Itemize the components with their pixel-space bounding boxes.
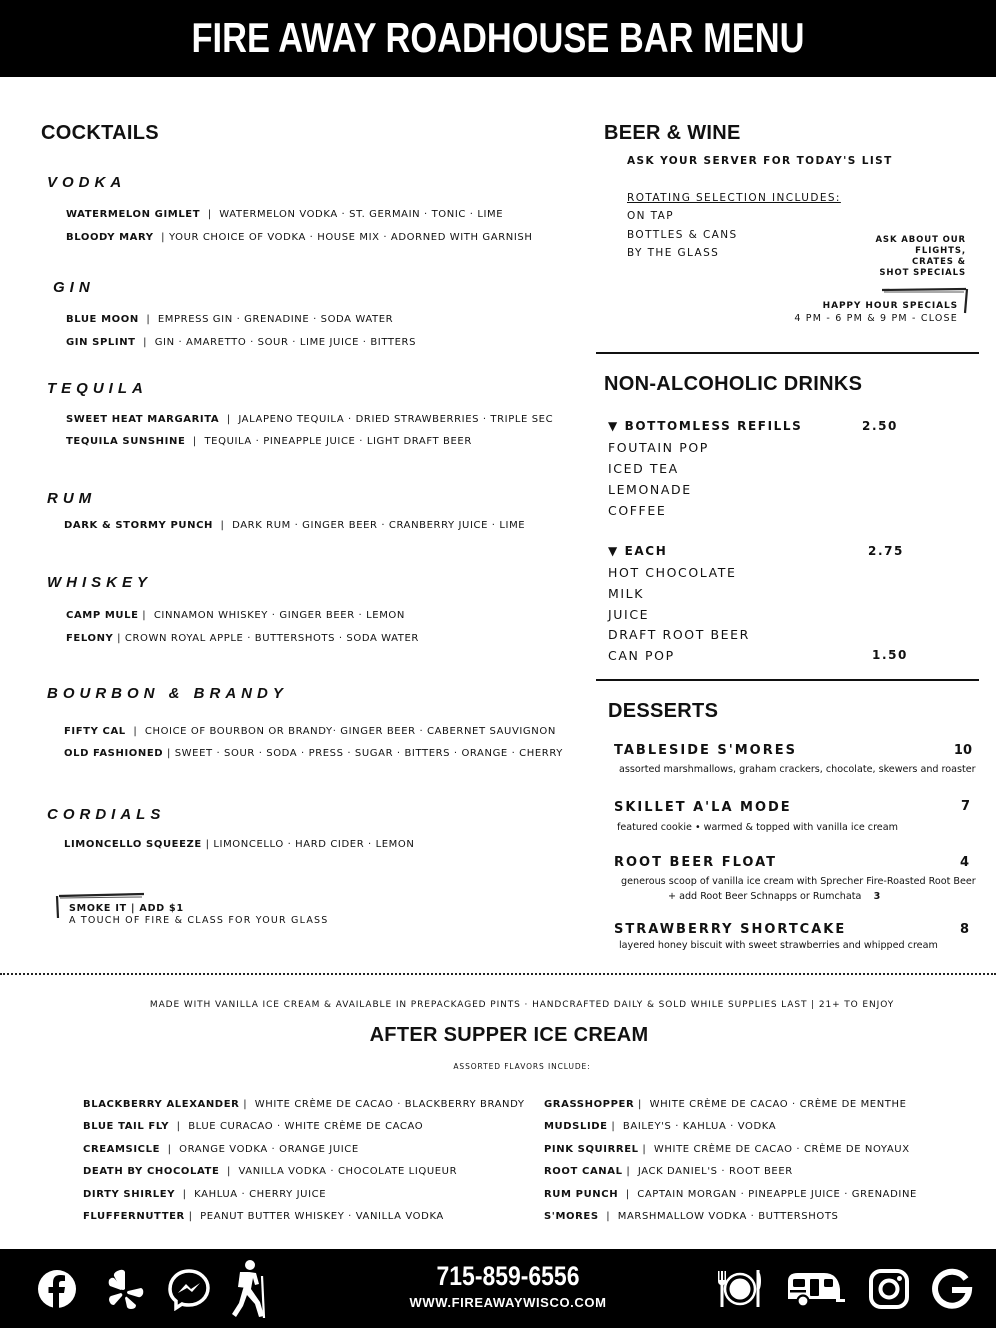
bottomless-price: 2.50 — [862, 419, 899, 433]
dessert-name: ROOT BEER FLOAT — [614, 855, 778, 870]
ice-cream-item: S'MORES | MARSHMALLOW VODKA · BUTTERSHOTS — [544, 1211, 839, 1222]
divider — [596, 679, 979, 681]
happy-hour-title: HAPPY HOUR SPECIALS — [822, 301, 958, 311]
tequila-heading: TEQUILA — [47, 380, 148, 397]
ask-server: ASK YOUR SERVER FOR TODAY'S LIST — [627, 155, 893, 167]
beer-option: ON TAP — [627, 210, 674, 222]
dessert-name: SKILLET A'LA MODE — [614, 800, 792, 815]
dessert-price: 4 — [959, 855, 969, 870]
dotted-divider — [0, 973, 996, 975]
drink-item: JUICE — [608, 607, 650, 622]
ice-cream-item: DIRTY SHIRLEY | KAHLUA · CHERRY JUICE — [83, 1189, 327, 1200]
dessert-name: TABLESIDE S'MORES — [614, 743, 797, 758]
non-alcoholic-title: NON-ALCOHOLIC DRINKS — [604, 373, 863, 395]
ice-cream-note: MADE WITH VANILLA ICE CREAM & AVAILABLE IN PREPACKAGED PINTS · HANDCRAFTED DAILY & SOLD WHILE SUPPLIES LAST | 21+ TO ENJOY — [149, 1000, 895, 1010]
cocktail-item: TEQUILA SUNSHINE | TEQUILA · PINEAPPLE JUICE · LIGHT DRAFT BEER — [66, 436, 472, 447]
ice-cream-item: MUDSLIDE | BAILEY'S · KAHLUA · VODKA — [544, 1121, 777, 1132]
drink-item: FOUTAIN POP — [608, 440, 709, 455]
dessert-price: 10 — [953, 743, 972, 758]
triangle-down-icon: ▼ — [608, 544, 619, 558]
cordials-heading: CORDIALS — [47, 806, 166, 823]
drink-item: ICED TEA — [608, 461, 679, 476]
drink-item: CAN POP — [608, 648, 675, 663]
triangle-down-icon: ▼ — [608, 419, 619, 433]
dessert-addon: + add Root Beer Schnapps or Rumchata 3 — [668, 891, 881, 902]
desserts-title: DESSERTS — [608, 700, 719, 722]
happy-bracket — [878, 284, 972, 316]
cocktail-item: CAMP MULE | CINNAMON WHISKEY · GINGER BEER · LEMON — [66, 610, 405, 621]
dining-icon[interactable] — [715, 1267, 765, 1311]
cocktail-item: SWEET HEAT MARGARITA | JALAPENO TEQUILA · DRIED STRAWBERRIES · TRIPLE SEC — [66, 414, 554, 425]
cocktails-title: COCKTAILS — [41, 122, 159, 144]
smoke-desc: A TOUCH OF FIRE & CLASS FOR YOUR GLASS — [69, 915, 329, 926]
flights-note: ASK ABOUT OUR FLIGHTS, CRATES & SHOT SPECIALS — [875, 235, 966, 278]
ice-cream-item: CREAMSICLE | ORANGE VODKA · ORANGE JUICE — [83, 1144, 359, 1155]
dessert-price: 7 — [960, 799, 970, 814]
cocktail-item: BLUE MOON | EMPRESS GIN · GRENADINE · SODA WATER — [66, 314, 394, 325]
cocktail-item: WATERMELON GIMLET | WATERMELON VODKA · ST. GERMAIN · TONIC · LIME — [66, 209, 504, 220]
drink-item: MILK — [608, 586, 645, 601]
cocktail-item: DARK & STORMY PUNCH | DARK RUM · GINGER BEER · CRANBERRY JUICE · LIME — [64, 520, 526, 531]
ice-cream-item: RUM PUNCH | CAPTAIN MORGAN · PINEAPPLE JUICE · GRENADINE — [544, 1189, 917, 1200]
ice-cream-item: ROOT CANAL | JACK DANIEL'S · ROOT BEER — [544, 1166, 793, 1177]
whiskey-heading: WHISKEY — [47, 574, 153, 591]
beer-wine-title: BEER & WINE — [604, 122, 741, 144]
beer-option: BY THE GLASS — [627, 247, 720, 259]
dessert-price: 8 — [959, 922, 969, 937]
ice-cream-item: BLUE TAIL FLY | BLUE CURACAO · WHITE CRÈME DE CACAO — [83, 1121, 424, 1132]
ice-cream-subtitle: ASSORTED FLAVORS INCLUDE: — [453, 1062, 591, 1071]
vodka-heading: VODKA — [47, 174, 127, 191]
footer-bar — [0, 1249, 996, 1328]
drink-item: HOT CHOCOLATE — [608, 565, 737, 580]
ice-cream-item: FLUFFERNUTTER | PEANUT BUTTER WHISKEY · VANILLA VODKA — [83, 1211, 444, 1222]
bourbon-heading: BOURBON & BRANDY — [47, 685, 288, 702]
happy-hour-times: 4 PM - 6 PM & 9 PM - CLOSE — [794, 313, 958, 324]
cocktail-item: FELONY | CROWN ROYAL APPLE · BUTTERSHOTS · SODA WATER — [66, 633, 419, 644]
rotating-label: ROTATING SELECTION INCLUDES: — [627, 192, 841, 204]
ice-cream-item: DEATH BY CHOCOLATE | VANILLA VODKA · CHOCOLATE LIQUEUR — [83, 1166, 458, 1177]
ice-cream-item: BLACKBERRY ALEXANDER | WHITE CRÈME DE CACAO · BLACKBERRY BRANDY — [83, 1099, 525, 1110]
each-price: 2.75 — [868, 544, 905, 558]
header-bar — [0, 0, 996, 77]
menu-title: FIRE AWAY ROADHOUSE BAR MENU — [191, 14, 805, 61]
each-label: ▼ EACH — [608, 544, 668, 558]
instagram-icon[interactable] — [867, 1267, 911, 1311]
cocktail-item: FIFTY CAL | CHOICE OF BOURBON OR BRANDY· GINGER BEER · CABERNET SAUVIGNON — [64, 726, 556, 737]
beer-option: BOTTLES & CANS — [627, 229, 738, 241]
gin-heading: GIN — [53, 279, 95, 296]
drink-item: LEMONADE — [608, 482, 692, 497]
dessert-name: STRAWBERRY SHORTCAKE — [614, 922, 847, 937]
google-icon[interactable] — [930, 1267, 974, 1311]
ice-cream-item: PINK SQUIRREL | WHITE CRÈME DE CACAO · CRÈME DE NOYAUX — [544, 1144, 910, 1155]
website-link[interactable]: WWW.FIREAWAYWISCO.COM — [409, 1295, 607, 1310]
dessert-desc: generous scoop of vanilla ice cream with Sprecher Fire-Roasted Root Beer — [621, 876, 976, 887]
phone-number[interactable]: 715-859-6556 — [436, 1261, 580, 1291]
smoke-title: SMOKE IT | ADD $1 — [69, 903, 184, 914]
drink-item: COFFEE — [608, 503, 667, 518]
bottomless-label: ▼ BOTTOMLESS REFILLS — [608, 419, 803, 433]
ice-cream-item: GRASSHOPPER | WHITE CRÈME DE CACAO · CRÈME DE MENTHE — [544, 1099, 907, 1110]
dessert-desc: assorted marshmallows, graham crackers, chocolate, skewers and roaster — [619, 764, 976, 775]
divider — [596, 352, 979, 354]
drink-item: DRAFT ROOT BEER — [608, 627, 750, 642]
dessert-desc: layered honey biscuit with sweet strawberries and whipped cream — [619, 940, 938, 951]
cocktail-item: BLOODY MARY | YOUR CHOICE OF VODKA · HOUSE MIX · ADORNED WITH GARNISH — [66, 232, 533, 243]
can-pop-price: 1.50 — [872, 648, 909, 662]
cocktail-item: GIN SPLINT | GIN · AMARETTO · SOUR · LIME JUICE · BITTERS — [66, 337, 417, 348]
rum-heading: RUM — [47, 490, 97, 507]
cocktail-item: OLD FASHIONED | SWEET · SOUR · SODA · PRESS · SUGAR · BITTERS · ORANGE · CHERRY — [64, 748, 563, 759]
camper-icon[interactable] — [784, 1267, 846, 1311]
ice-cream-title: AFTER SUPPER ICE CREAM — [369, 1024, 649, 1046]
cocktail-item: LIMONCELLO SQUEEZE | LIMONCELLO · HARD CIDER · LEMON — [64, 839, 415, 850]
dessert-desc: featured cookie • warmed & topped with vanilla ice cream — [617, 822, 898, 833]
